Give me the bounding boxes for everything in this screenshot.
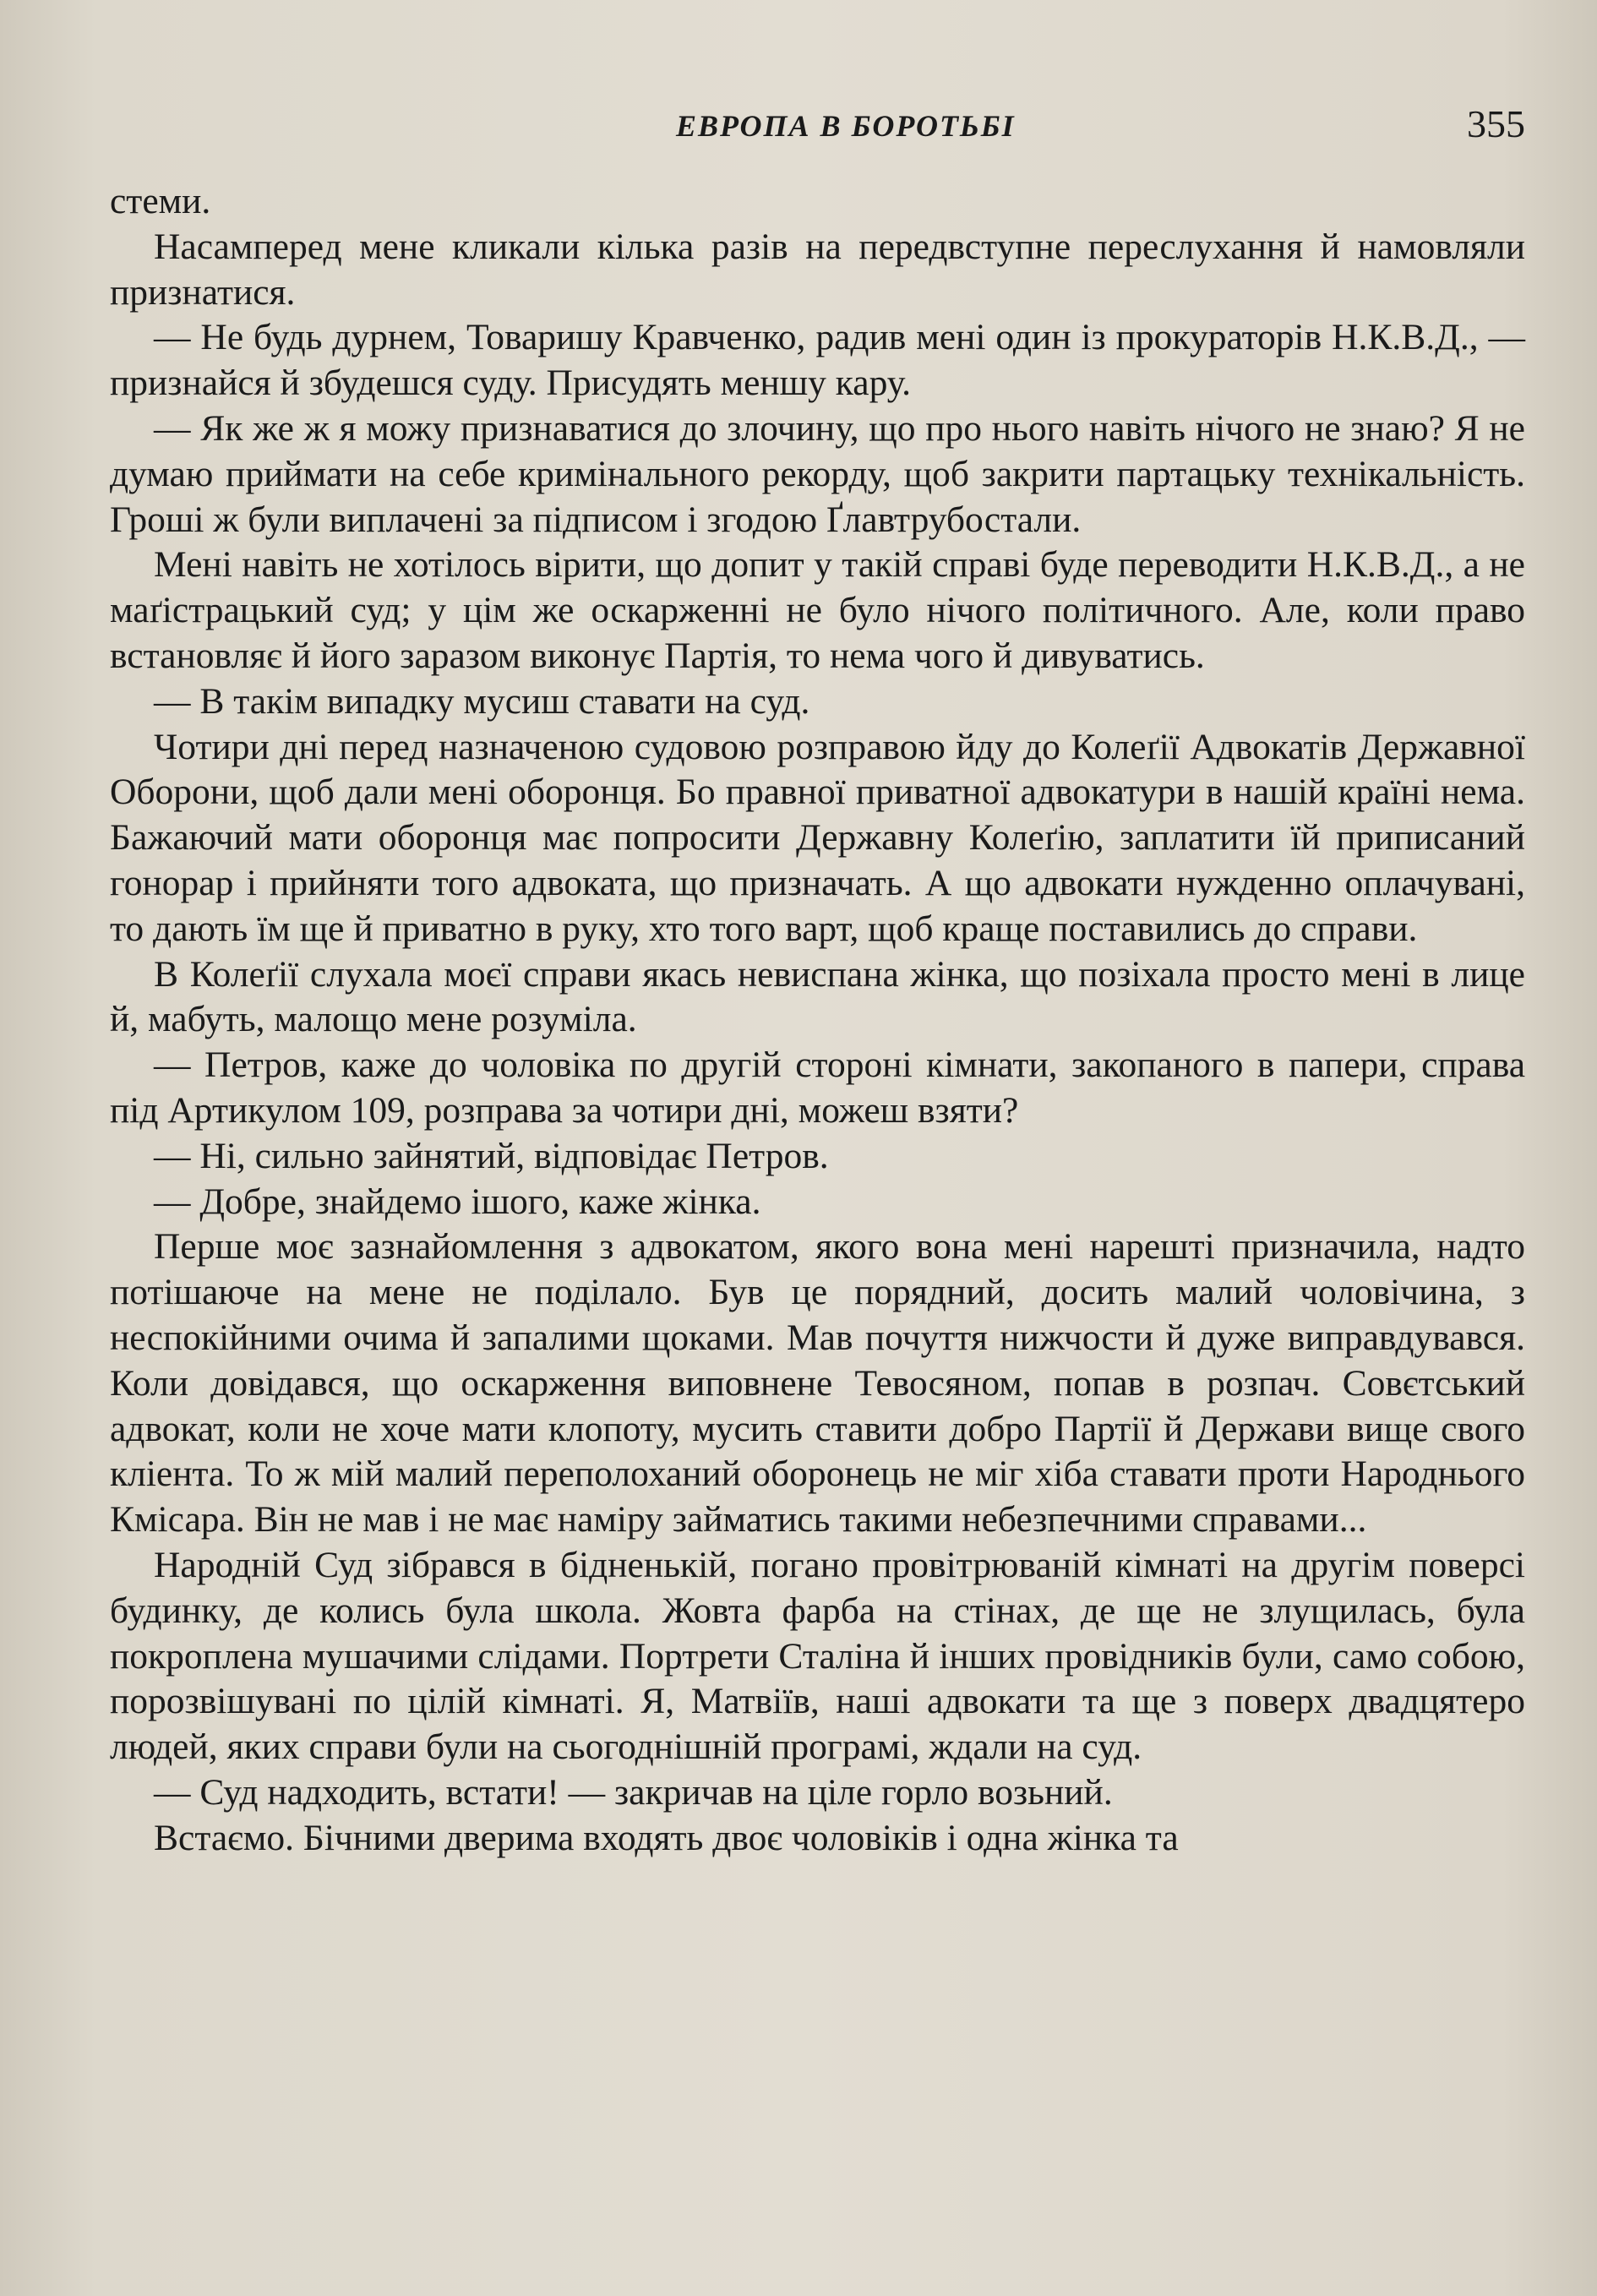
running-title: ЕВРОПА В БОРОТЬБІ (676, 109, 1016, 143)
paragraph: Мені навіть не хотілось вірити, що допит у такій справі буде переводити Н.К.В.Д., а не маґістрацький суд; у цім же оскарженні не було нічого політичного. Але, коли право встановляє й його заразом виконує Партія, то нема чого й дивуватись. (110, 544, 1525, 676)
dialogue-line: — Суд надходить, встати! — закричав на ціле горло возьний. (154, 1771, 1113, 1813)
paragraph: Встаємо. Бічними дверима входять двоє чоловіків і одна жінка та (154, 1817, 1179, 1858)
dialogue-line: — Як же ж я можу признаватися до злочину, що про нього навіть нічого не знаю? Я не думаю приймати на себе кримінального рекорду, щоб закрити партацьку технікальність. Гроші ж були виплачені за підписом і згодою Ґлавтрубостали. (110, 407, 1525, 540)
paragraph: Насамперед мене кликали кілька разів на передвступне переслухання й намовляли признатися. (110, 226, 1525, 313)
dialogue-line: — Ні, сильно зайнятий, відповідає Петров. (154, 1135, 829, 1176)
dialogue-line: — Добре, знайдемо ішого, каже жінка. (154, 1181, 761, 1222)
dialogue-line: — Петров, каже до чоловіка по другій стороні кімнати, закопаного в папери, справа під Артикулом 109, розправа за чотири дні, можеш взяти? (110, 1044, 1525, 1131)
page-header (110, 100, 1525, 159)
paragraph: Чотири дні перед назначеною судовою розправою йду до Колеґії Адвокатів Державної Оборони, щоб дали мені оборонця. Бо правної приватної адвокатури в нашій країні нема. Бажаючий мати оборонця має попросити Державну Колеґію, заплатити їй приписаний гонорар і прийняти того адвоката, що призначать. А що адвокати нужденно оплачувані, то дають їм ще й приватно в руку, хто того варт, щоб краще поставились до справи. (110, 726, 1525, 949)
page-number: 355 (1467, 102, 1525, 145)
paragraph: Народній Суд зібрався в бідненькій, погано провітрюваній кімнаті на другім поверсі будинку, де колись була школа. Жовта фарба на стінах, де ще не злущилась, була покроплена мушачими слідами. Портрети Сталіна й інших провідників були, само собою, порозвішувані по цілій кімнаті. Я, Матвіїв, наші адвокати та ще з поверх двадцятеро людей, яких справи були на сьогоднішній програмі, ждали на суд. (110, 1544, 1525, 1768)
dialogue-line: — В такім випадку мусиш ставати на суд. (154, 680, 810, 722)
paragraph: В Колеґії слухала моєї справи якась невиспана жінка, що позіхала просто мені в лице й, мабуть, малощо мене розуміла. (110, 953, 1525, 1040)
dialogue-line: — Не будь дурнем, Товаришу Кравченко, радив мені один із прокураторів Н.К.В.Д., — признайся й збудешся суду. Присудять меншу кару. (110, 317, 1525, 404)
paragraph: стеми. (110, 181, 211, 221)
body-text (110, 179, 1525, 1861)
paragraph: Перше моє зазнайомлення з адвокатом, якого вона мені нарешті призначила, надто потішаюче на мене не поділало. Був це порядний, досить малий чоловічина, з неспокійними очима й запалими щоками. Мав почуття нижчости й дуже виправдувався. Коли довідався, що оскарження виповнене Тевосяном, попав в розпач. Совєтський адвокат, коли не хоче мати клопоту, мусить ставити добро Партії й Держави вище свого кліента. То ж мій малий переполоханий оборонець не міг хіба ставати проти Народнього Кмісара. Він не мав і не має наміру займатись такими небезпечними справами... (110, 1226, 1525, 1541)
